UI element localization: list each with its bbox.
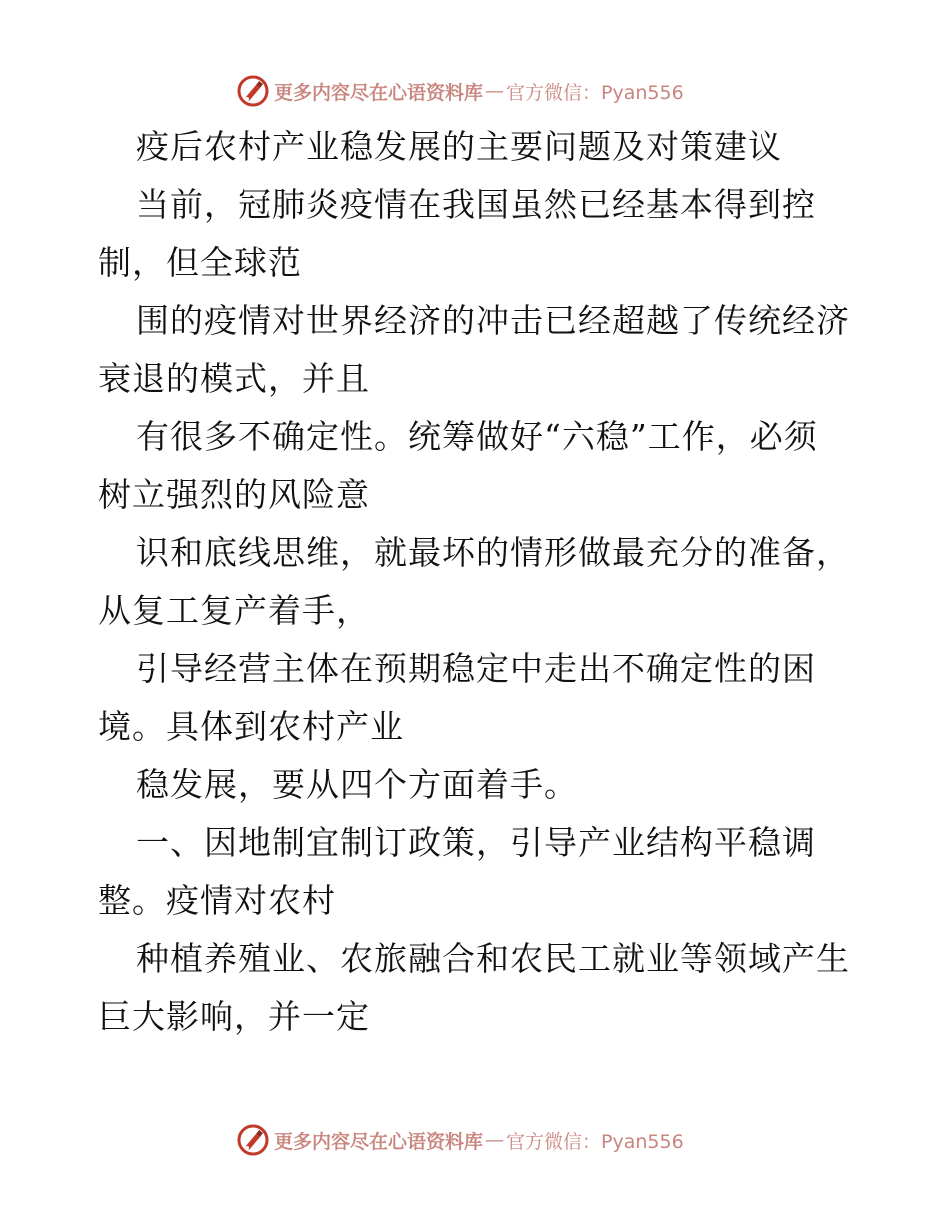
document-title: 疫后农村产业稳发展的主要问题及对策建议: [136, 127, 782, 166]
text-line: 制，但全球范: [98, 243, 302, 282]
text-line: 有很多不确定性。统筹做好“六稳”工作，必须: [136, 417, 818, 456]
text-line: 树立强烈的风险意: [98, 475, 370, 514]
text-line: 识和底线思维，就最坏的情形做最充分的准备，: [136, 533, 850, 572]
text-line: 境。具体到农村产业: [98, 707, 404, 746]
text-line: 整。疫情对农村: [98, 881, 336, 920]
pen-logo-icon: [236, 1123, 270, 1157]
text-line: 衰退的模式，并且: [98, 359, 370, 398]
text-line: 巨大影响，并一定: [98, 997, 370, 1036]
footer-watermark: [236, 1122, 684, 1158]
text-line: 围的疫情对世界经济的冲击已经超越了传统经济: [136, 301, 850, 340]
text-line: 一、因地制宜制订政策，引导产业结构平稳调: [136, 823, 816, 862]
text-line: 从复工复产着手，: [98, 591, 370, 630]
watermark-sub-text: 官方微信：Pyan556: [506, 81, 684, 104]
pen-logo-icon: [236, 74, 270, 108]
text-line: 引导经营主体在预期稳定中走出不确定性的困: [136, 649, 816, 688]
watermark-dash: —: [485, 1129, 505, 1151]
paragraph-lines: [98, 176, 858, 1046]
watermark-main-text: 更多内容尽在心语资料库: [274, 1130, 484, 1153]
watermark-main-text: 更多内容尽在心语资料库: [274, 81, 484, 104]
text-line: 当前，冠肺炎疫情在我国虽然已经基本得到控: [136, 185, 816, 224]
watermark-sub-text: 官方微信：Pyan556: [506, 1130, 684, 1153]
document-body: [98, 118, 858, 1046]
watermark-dash: —: [485, 80, 505, 102]
text-line: 稳发展，要从四个方面着手。: [136, 765, 578, 804]
text-line: 种植养殖业、农旅融合和农民工就业等领域产生: [136, 939, 850, 978]
header-watermark: [236, 73, 684, 109]
